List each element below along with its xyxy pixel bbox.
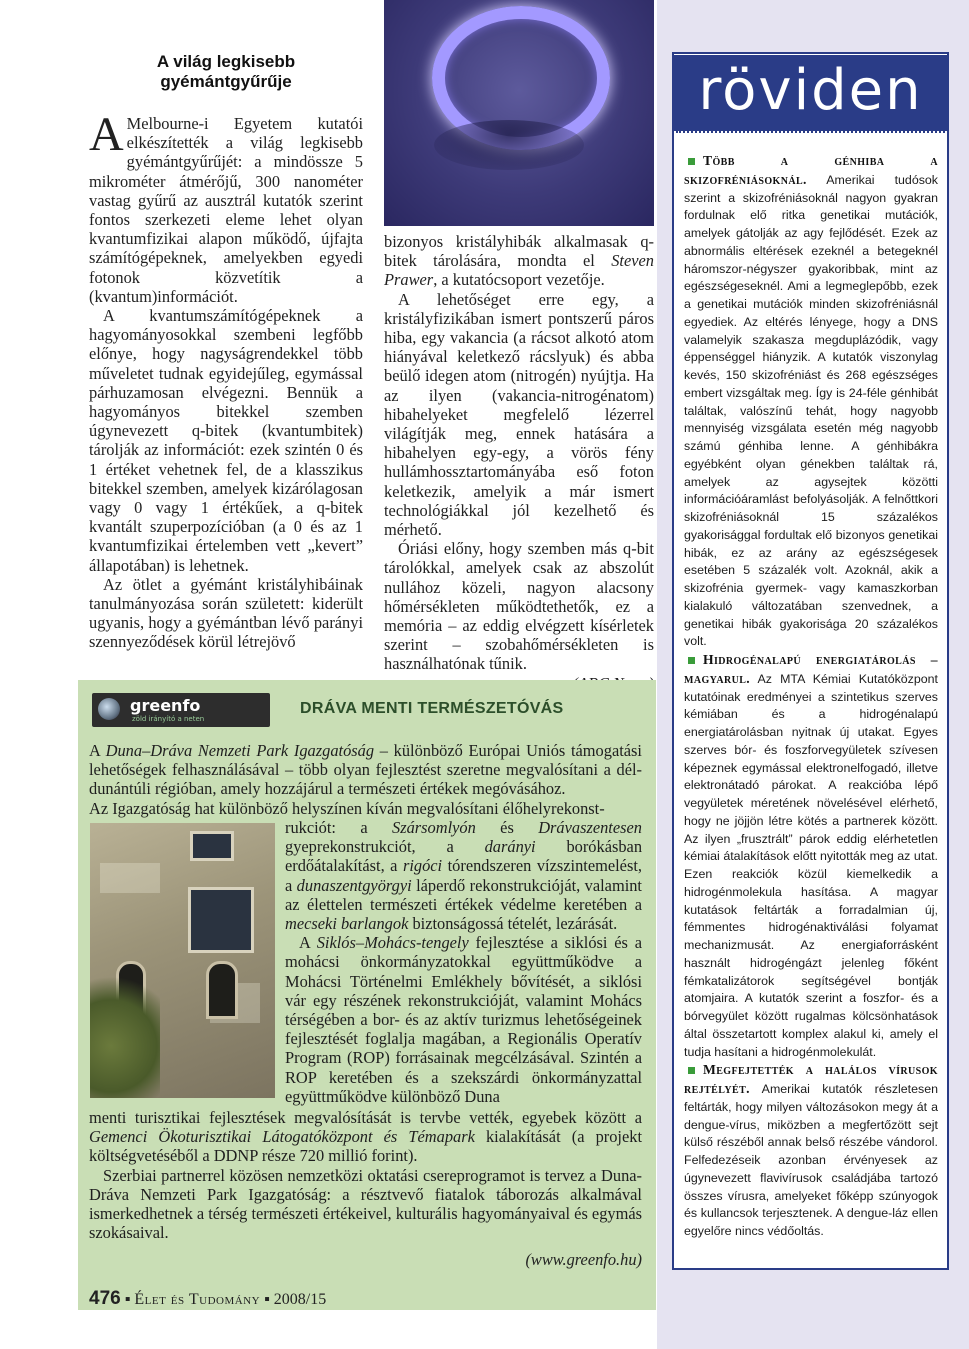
text-run: , a kutatócsoport vezetője. (433, 270, 605, 290)
greenfo-source: (www.greenfo.hu) (525, 1250, 642, 1269)
text-italic: rigóci (402, 856, 443, 876)
text-run: A (89, 741, 106, 760)
text-run: menti turisztikai fejlesztések megvalósítását is tervbe vették, egyebek között a (89, 1108, 642, 1127)
brief-body: Az MTA Kémiai Kutatóközpont kutatóinak eredményei a szintetikus szerves kémiában és a hidrogénalapú energiatárolásban nyitnak új utakat. Egyes szerves bór- és foszforvegyületek szívesen képeznek egymással elektronelfogadó, illetve elektronátadó párokat. A reakcióba lépő vegyületek méretének növelésével elérhető, hogy ne jöjjön létre kötés a partnerek között. Az ilyen „frusztrált” párok eddig elérhetetlen kémiai átalakítások előtt nyitották meg az utat. Ezen reakciók közül kiemelkedik a hidrogénmolekula hasítása. A magyar kutatások feltárták a forradalmian új, fémmentes hidrogénaktiválási folyamat mechanizmusát. Az energiaforrásként használt hidrogéngázt jelenleg főként fémkatalizátorok segítségével bontják atomjaira. A kutatók szerint a foszfor- és a bórvegyület között rugalmas kölcsönhatások által összetartott komplex alakul ki, amely el tudja hasítani a hidrogénmolekulát. (684, 671, 938, 1059)
footer-separator: ▪ (124, 1291, 131, 1308)
sidebar-divider (676, 131, 945, 137)
article-title-line1: A világ legkisebb (156, 52, 296, 71)
greenfo-title: DRÁVA MENTI TERMÉSZETÓVÁS (300, 700, 564, 717)
page-footer (89, 1288, 326, 1310)
text-run: rukciót: a (285, 818, 393, 837)
researcher-name: Steven Prawer (384, 251, 654, 290)
brief-item (684, 651, 938, 1061)
foliage (90, 968, 160, 1098)
globe-icon (98, 698, 120, 720)
article-column-2 (384, 232, 654, 693)
greenfo-paragraph: Szerbiai partnerrel közösen nemzetközi oktatási csereprogramot is tervez a Duna-Dráva Nemzeti Park Igazgatóság: a résztvevő fiatalok táborozás alkalmával ismerkedhetnek a térség természeti értékeivel, kulturális hagyományaival és egymás szokásaival. (89, 1165, 642, 1243)
brief-item (684, 152, 938, 651)
stone-patch (100, 863, 160, 893)
text-run: és (475, 818, 539, 837)
diamond-ring-photo (384, 0, 654, 226)
text-italic: Gemenci Ökoturisztikai Látogatóközpont és Témapark (89, 1127, 475, 1147)
text-italic: Szársomlyón (392, 818, 476, 837)
greenfo-tagline: zöld irányító a neten (132, 715, 205, 723)
article-paragraph (384, 232, 654, 290)
magazine-name: Élet és Tudomány (134, 1291, 261, 1308)
text-run: láperdő rekonstrukcióját, valamint az élettelen természeti értékek védelme keretében a (285, 875, 642, 914)
article-paragraph (89, 108, 363, 306)
brief-item (684, 1061, 938, 1241)
greenfo-paragraph (285, 933, 642, 1106)
brief-body: Amerikai tudósok szerint a skizofréniásoknál nagyon gyakran fordulnak elő ritka genetikai mutációk, amelyek gátolják az agy fejlődését. Ezek az abnormális eltérések ezeknél a betegeknél háromszor-négyszer gyakoribbak, mint az egészségeseknél. Ami a legmeglepőbb, ezek a genetikai mutációk minden skizofréniásnál egyediek. Az eltérés lényege, hogy a DNS valamelyik szakasza megduplázódik, vagy éppenséggel hiányzik. A kutatók viszonylag kevés, 150 skizofréniást és 268 egészséges embert vizsgáltak meg. Így is 24-féle génhibát találtak, valószínű tehát, hogy nagyobb mennyiség vizsgálata esetén még nagyobb számú génhiba lenne. A génhibákra egyébként olyan génekben találtak rá, amelyek az agysejtek közötti információáramlást befolyásolják. A felnőttkori skizofréniásoknál 15 százalékos gyakorisággal fordultak elő bizonyos genetikai hibák, ez az arány az egészségesek esetében 5 százalék volt. Azoknál, akik a skizofrénia gyermek- vagy kamaszkorban kialakuló változatában szenvednek, a genetikai hibák gyakorisága 20 százalékos volt. (684, 172, 938, 649)
footer-separator: ▪ (264, 1291, 270, 1308)
greenfo-paragraph (89, 741, 642, 799)
text-run: – különböző Európai Uniós támogatási lehetőségek felhasználásával – több olyan fejlesztést szeretne megvalósítani a dél-dunántúli régióban, amely hozzájárul a természeti értékek megóvásához. (89, 741, 642, 799)
greenfo-text-bottom (89, 1108, 642, 1242)
text-italic: Duna–Dráva Nemzeti Park Igazgatóság (105, 741, 375, 760)
text-run: kialakítását (a projekt költségvetéséből a DDNP része 720 millió forint). (89, 1127, 642, 1166)
bullet-icon (688, 1067, 695, 1074)
article-paragraph: A lehetőséget erre egy, a kristályfizikában ismert pontszerű páros hiba, egy vakancia (a rácsot alkotó atom hiányával keletkező rácslyuk) és abba beülő idegen atom (nitrogén) nyújtja. Ha az ilyen (vakancia-nitrogénatom) hibahelyeket megfelelő lézerrel világítják meg, ennek hatására a hibahelyen egy-egy, a vörös fény hullámhossztartományába eső foton keletkezik, amelyik a már ismert technológiákkal jól kezelhető és mérhető. (384, 289, 654, 540)
greenfo-logo (92, 693, 270, 727)
text-run: borókásban erdőátalakítást, a (285, 837, 643, 876)
text-run: gyeprekonstrukciót, a (285, 837, 485, 857)
article-title-line2: gyémántgyűrűje (160, 72, 292, 91)
greenfo-brand: greenfo (130, 696, 201, 715)
article-paragraph: Az ötlet a gyémánt kristályhibáinak tanulmányozása során született: kiderült ugyanis, hogy a gyémántban lévő parányi szennyeződések körül létrejövő (89, 574, 363, 652)
castle-photo (90, 823, 275, 1098)
text-run: bizonyos kristályhibák alkalmasak q-bitek tárolására, mondta el (384, 232, 654, 271)
greenfo-paragraph: Az Igazgatóság hat különböző helyszínen kíván megvalósítani élőhelyrekonst- (89, 798, 605, 818)
window (190, 831, 234, 861)
greenfo-paragraph (285, 818, 642, 933)
article-column-1 (89, 108, 363, 652)
text-italic: dunaszentgyörgyi (296, 875, 412, 895)
text-run: tórendszeren vízszintemelést, a (285, 856, 642, 895)
text-run: A (299, 933, 317, 953)
brief-news-list (684, 152, 938, 1241)
text-italic: mecseki barlangok (285, 914, 409, 934)
sidebar-title: röviden (698, 58, 923, 123)
issue-number: 2008/15 (273, 1291, 327, 1308)
bullet-icon (688, 158, 695, 165)
page-number: 476 (89, 1288, 121, 1309)
greenfo-paragraph (89, 1108, 642, 1166)
brief-heading: Több a génhiba a skizofréniásoknál. (684, 153, 938, 187)
greenfo-text-top (89, 741, 642, 818)
gothic-window (206, 961, 238, 1019)
text-italic: Siklós–Mohács-tengely (316, 933, 469, 953)
brief-heading: Hidrogénalapú energiatárolás – magyarul. (684, 652, 938, 686)
text-run: fejlesztése a siklósi és a mohácsi önkormányzatokkal együttműködve a Mohácsi Történelmi Emlékhely bővítését, a siklósi vár egy részének rekonstrukcióját, valamint Mohács térségében a bor- és az aktív turizmus lehetőségeinek fejlesztését foglalja magában, a Regionális Operatív Program (ROP) forrásainak megcélzásával. Szintén a ROP keretében és a szekszárdi önkormányzattal együttműködve különböző Duna (285, 933, 642, 1106)
brief-body: Amerikai kutatók részletesen feltárták, hogy milyen változásokon megy át a dengue-vírus, miközben a megfertőzött sejt külső részéből annak belső részébe vándorol. Felfedezéseik azonban érvényesek az úgynevezett flavivírusok családjába tartozó összes vírusra, amelyeket főképp szúnyogok és kullancsok terjesztenek. A dengue-láz ellen egyelőre nincs védőoltás. (684, 1082, 938, 1238)
text-italic: darányi (484, 837, 536, 857)
window (188, 887, 254, 953)
greenfo-text-wrap (285, 818, 642, 1106)
bullet-icon (688, 657, 695, 664)
ring-shadow (434, 120, 584, 170)
article-paragraph-text: Melbourne-i Egyetem kutatói elkészítették a világ legkisebb gyémántgyűrűjét: a mindössze 5 mikrométer átmérőjű, 300 nanométer vastag gyűrű az ausztrál kutatók szerint fontos szerkezeti eleme lehet olyan kvantumfizikai alapon működő, újfajta számítógépeknek, amelyekben egyedi fotonok közvetítik a (kvantum)információt. (89, 114, 363, 306)
text-run: biztonságossá tételét, lezárását. (408, 914, 618, 934)
article-title (110, 52, 342, 92)
article-paragraph: A kvantumszámítógépeknek a hagyományosokkal szembeni legfőbb előnye, hogy nagyságrendekkel több műveletet tudnak egyidejűleg, egymással párhuzamosan elvégezni. Bennük a hagyományos bitekkel szemben úgynevezett q-bitek (kvantumbitek) tárolják az információt: ezek szintén 0 és 1 értéket vehetnek fel, de a klasszikus bitekkel szemben, amelyek kizárólagosan vagy 0 vagy 1 értékűek, a q-bitek kvantált szuperpozícióban (a 0 és az 1 kvantumfizikai értelemben vett „kevert” állapotában) is lehetnek. (89, 306, 363, 575)
text-italic: Drávaszentesen (538, 818, 642, 837)
brief-heading: Megfejtették a halálos vírusok rejtélyét. (684, 1062, 938, 1096)
drop-cap: A (89, 108, 124, 161)
article-paragraph: Óriási előny, hogy szemben más q-bit tárolókkal, amelyek csak az abszolút nullához közeli, nagyon alacsony hőmérsékleten működtethetők, ez a memória – az eddig elvégzett kísérletek szerint – szobahőmérsékleten is használhatónak tűnik. (384, 539, 654, 674)
